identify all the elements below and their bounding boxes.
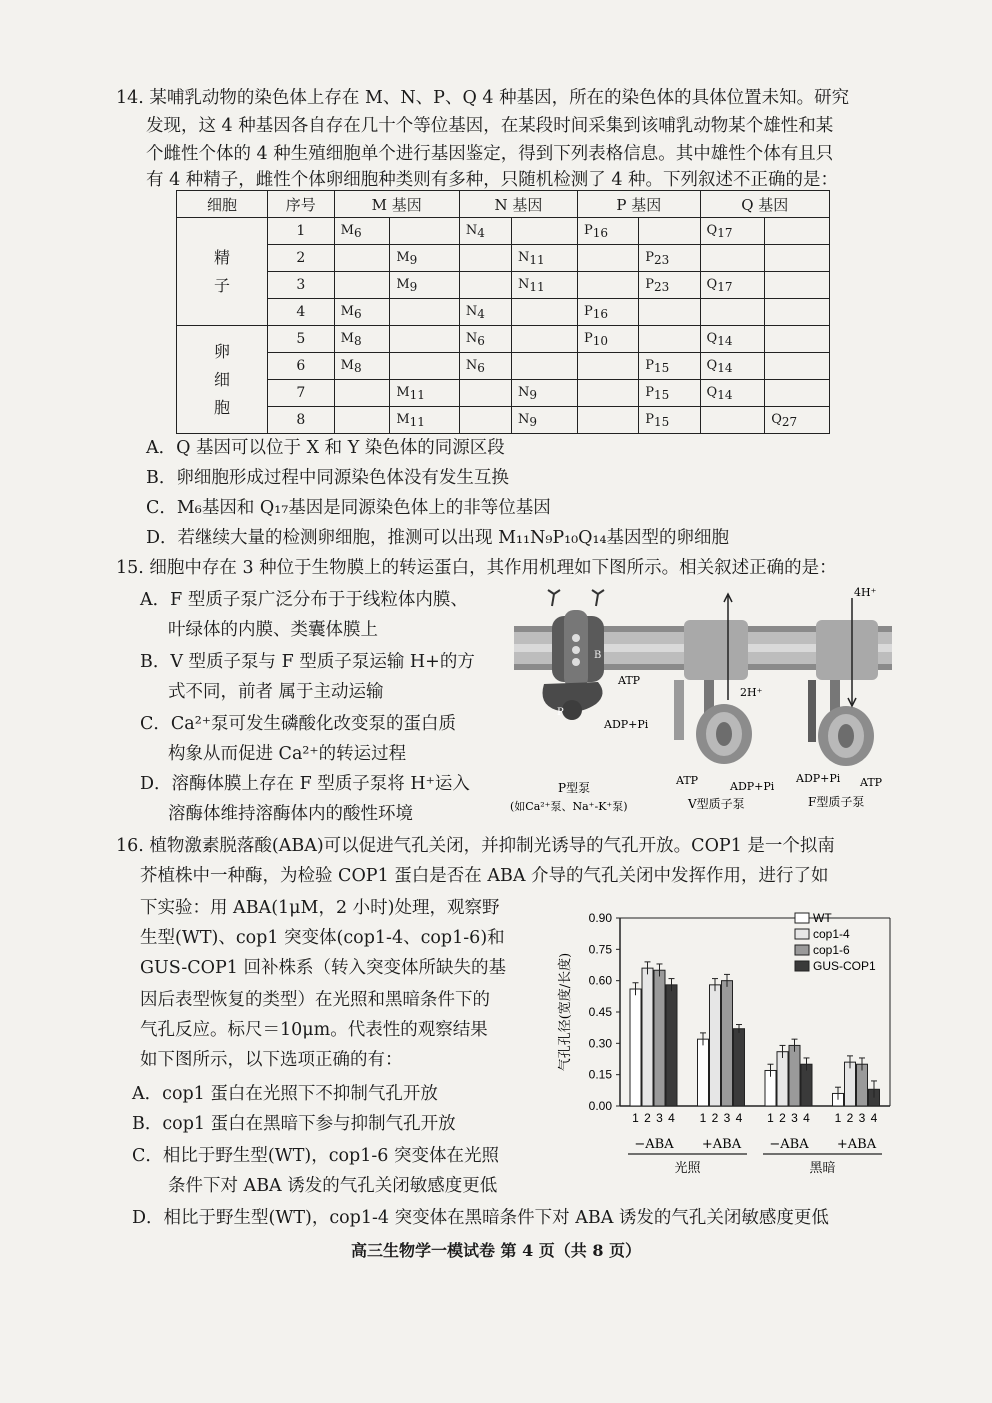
- gene-cell: [639, 218, 700, 245]
- y-tick-label: 0.15: [588, 1067, 612, 1082]
- row-number: 4: [268, 299, 335, 326]
- q16-line-1: 16. 植物激素脱落酸(ABA)可以促进气孔关闭，并抑制光诱导的气孔开放。COP1 是一个拟南: [116, 836, 835, 856]
- bar: [777, 1052, 788, 1106]
- table-row: [177, 407, 830, 434]
- gene-cell: [512, 218, 578, 245]
- x-tick-label: 1: [767, 1111, 774, 1125]
- gene-cell: [578, 272, 639, 299]
- x-tick-label: 1: [632, 1111, 639, 1125]
- gene-table: [176, 190, 830, 434]
- gene-cell: M6: [334, 218, 390, 245]
- gene-cell: Q27: [765, 407, 830, 434]
- q14-option-b: B．卵细胞形成过程中同源染色体没有发生互换: [146, 468, 509, 488]
- gene-cell: [334, 380, 390, 407]
- gene-cell: [765, 272, 830, 299]
- gene-cell: [578, 380, 639, 407]
- gene-cell: M9: [390, 245, 459, 272]
- header-n: N 基因: [459, 191, 577, 218]
- q16-left-line-2: 生型(WT)、cop1 突变体(cop1-4、cop1-6)和: [140, 928, 505, 948]
- gene-cell: P15: [639, 353, 700, 380]
- q16-option-b: B．cop1 蛋白在黑暗下参与抑制气孔开放: [132, 1114, 456, 1134]
- gene-cell: M6: [334, 299, 390, 326]
- row-number: 6: [268, 353, 335, 380]
- condition-label: 光照: [674, 1161, 701, 1176]
- bar: [789, 1045, 800, 1106]
- x-tick-label: 2: [846, 1111, 854, 1125]
- gene-cell: [700, 407, 765, 434]
- gene-cell: [512, 353, 578, 380]
- y-tick-label: 0.45: [588, 1005, 612, 1019]
- gene-cell: M8: [334, 326, 390, 353]
- y-tick-label: 0.60: [588, 973, 612, 988]
- label-adp-p: ADP+Pi: [604, 718, 649, 731]
- y-tick-label: 0.90: [588, 911, 612, 925]
- gene-cell: N6: [459, 326, 511, 353]
- q16-left-line-6: 如下图所示，以下选项正确的有：: [140, 1050, 403, 1070]
- gene-cell: [765, 299, 830, 326]
- condition-label: 黑暗: [809, 1161, 836, 1176]
- gene-cell: N11: [512, 245, 578, 272]
- x-tick-label: 1: [834, 1111, 842, 1125]
- table-row: [177, 218, 830, 245]
- q14-line-2: 发现，这 4 种基因各自存在几十个等位基因，在某段时间采集到该哺乳动物某个雄性和某: [146, 116, 834, 136]
- gene-cell: [390, 353, 459, 380]
- header-num: 序号: [268, 191, 335, 218]
- label-2h: 2H⁺: [740, 686, 763, 699]
- gene-cell: P23: [639, 245, 700, 272]
- group-cell: 卵 细 胞: [177, 326, 268, 434]
- gene-cell: N11: [512, 272, 578, 299]
- gene-cell: N4: [459, 218, 511, 245]
- y-tick-label: 0.75: [588, 942, 612, 957]
- gene-cell: N9: [512, 380, 578, 407]
- legend-swatch: [795, 961, 809, 971]
- x-tick-label: 4: [870, 1111, 878, 1125]
- gene-cell: [700, 245, 765, 272]
- gene-cell: [512, 299, 578, 326]
- label-p: P: [557, 707, 564, 718]
- label-adp-f: ADP+Pi: [796, 772, 841, 785]
- gene-cell: N6: [459, 353, 511, 380]
- table-row: [177, 380, 830, 407]
- x-tick-label: 4: [668, 1111, 675, 1125]
- bar: [642, 968, 653, 1106]
- q15-option-b1: B．V 型质子泵与 F 型质子泵运输 H+的方: [140, 652, 475, 672]
- q15-option-d2: 溶酶体维持溶酶体内的酸性环境: [168, 804, 413, 824]
- row-number: 8: [268, 407, 335, 434]
- q16-option-d: D．相比于野生型(WT)，cop1-4 突变体在黑暗条件下对 ABA 诱发的气孔关闭敏感度更低: [132, 1208, 829, 1228]
- row-number: 1: [268, 218, 335, 245]
- f-type-pump: [795, 586, 883, 789]
- gene-cell: M11: [390, 380, 459, 407]
- gene-cell: [334, 407, 390, 434]
- legend-swatch: [795, 945, 809, 955]
- table-row: [177, 272, 830, 299]
- gene-cell: Q14: [700, 326, 765, 353]
- x-tick-label: 4: [735, 1111, 743, 1125]
- q14-option-c: C．M₆基因和 Q₁₇基因是同源染色体上的非等位基因: [146, 498, 551, 518]
- gene-cell: [578, 353, 639, 380]
- caption-p-pump: P型泵: [558, 781, 591, 795]
- legend-label: GUS-COP1: [813, 959, 876, 973]
- gene-cell: [459, 272, 511, 299]
- q16-line-2: 芥植株中一种酶，为检验 COP1 蛋白是否在 ABA 介导的气孔关闭中发挥作用，进行了如: [140, 866, 829, 886]
- q16-option-c1: C．相比于野生型(WT)，cop1-6 突变体在光照: [132, 1146, 499, 1166]
- label-adp-v: ADP+Pi: [730, 780, 775, 793]
- gene-cell: Q17: [700, 218, 765, 245]
- bar: [698, 1039, 709, 1106]
- group-label: −ABA: [769, 1137, 809, 1152]
- q15-option-c1: C．Ca²⁺泵可发生磷酸化改变泵的蛋白质: [140, 714, 456, 734]
- x-tick-label: 3: [656, 1111, 663, 1125]
- gene-cell: [765, 380, 830, 407]
- x-tick-label: 4: [803, 1111, 810, 1125]
- row-number: 3: [268, 272, 335, 299]
- q15-option-c2: 构象从而促进 Ca²⁺的转运过程: [168, 744, 407, 764]
- caption-v-pump: V型质子泵: [688, 797, 745, 811]
- gene-cell: N4: [459, 299, 511, 326]
- row-number: 5: [268, 326, 335, 353]
- x-tick-label: 2: [644, 1111, 651, 1125]
- gene-cell: [390, 326, 459, 353]
- gene-cell: P15: [639, 380, 700, 407]
- q15-option-b2: 式不同，前者 属于主动运输: [168, 682, 384, 702]
- header-m: M 基因: [334, 191, 459, 218]
- x-tick-label: 3: [858, 1111, 866, 1125]
- y-tick-label: 0.30: [588, 1036, 612, 1051]
- header-p: P 基因: [578, 191, 701, 218]
- group-label: −ABA: [634, 1137, 674, 1152]
- gene-cell: P23: [639, 272, 700, 299]
- table-header-row: [177, 191, 830, 218]
- gene-cell: [390, 299, 459, 326]
- q16-option-c2: 条件下对 ABA 诱发的气孔关闭敏感度更低: [168, 1176, 498, 1196]
- legend-swatch: [795, 913, 809, 923]
- q15-option-a1: A．F 型质子泵广泛分布于于线粒体内膜、: [140, 590, 468, 610]
- bar: [654, 970, 665, 1106]
- bar: [845, 1062, 856, 1106]
- q16-option-a: A．cop1 蛋白在光照下不抑制气孔开放: [132, 1084, 438, 1104]
- q15-option-a2: 叶绿体的内膜、类囊体膜上: [168, 620, 378, 640]
- q14-line-4: 有 4 种精子，雌性个体卵细胞种类则有多种，只随机检测了 4 种。下列叙述不正确的是：: [146, 170, 839, 190]
- gene-cell: [459, 380, 511, 407]
- q15-stem: 15. 细胞中存在 3 种位于生物膜上的转运蛋白，其作用机理如下图所示。相关叙述正确的是：: [116, 558, 837, 578]
- row-number: 2: [268, 245, 335, 272]
- q14-line-3: 个雌性个体的 4 种生殖细胞单个进行基因鉴定，得到下列表格信息。其中雄性个体有且只: [146, 144, 834, 164]
- gene-cell: [390, 218, 459, 245]
- gene-cell: [459, 245, 511, 272]
- q16-left-line-5: 气孔反应。标尺＝10μm。代表性的观察结果: [140, 1020, 488, 1040]
- table-row: [177, 245, 830, 272]
- gene-cell: P15: [639, 407, 700, 434]
- page-footer: 高三生物学一模试卷 第 4 页（共 8 页）: [350, 1241, 642, 1260]
- label-atp-v: ATP: [676, 774, 699, 787]
- gene-cell: [512, 326, 578, 353]
- legend-label: WT: [813, 911, 832, 925]
- gene-cell: [765, 245, 830, 272]
- label-4h: 4H⁺: [854, 586, 877, 599]
- bar: [722, 981, 733, 1106]
- caption-p-pump-sub: (如Ca²⁺泵、Na⁺-K⁺泵): [510, 800, 628, 813]
- header-cell: 细胞: [177, 191, 268, 218]
- gene-cell: [578, 407, 639, 434]
- gene-cell: [334, 245, 390, 272]
- q16-left-line-4: 因后表型恢复的类型）在光照和黑暗条件下的: [140, 990, 490, 1010]
- transport-protein-diagram: [508, 584, 893, 816]
- group-cell: 精 子: [177, 218, 268, 326]
- gene-cell: P16: [578, 299, 639, 326]
- gene-cell: [578, 245, 639, 272]
- gene-cell: Q17: [700, 272, 765, 299]
- gene-cell: [639, 326, 700, 353]
- bar: [710, 985, 721, 1106]
- caption-f-pump: F型质子泵: [808, 795, 865, 809]
- legend-label: cop1-6: [813, 943, 850, 957]
- header-q: Q 基因: [700, 191, 829, 218]
- gene-cell: [334, 272, 390, 299]
- legend-swatch: [795, 929, 809, 939]
- gene-cell: N9: [512, 407, 578, 434]
- q16-left-line-3: GUS-COP1 回补株系（转入突变体所缺失的基: [140, 958, 506, 978]
- gene-cell: [765, 326, 830, 353]
- gene-cell: [639, 299, 700, 326]
- gene-cell: M8: [334, 353, 390, 380]
- y-axis-label: 气孔孔径(宽度/长度): [558, 952, 573, 1072]
- row-number: 7: [268, 380, 335, 407]
- q16-left-line-1: 下实验：用 ABA(1μM，2 小时)处理，观察野: [140, 898, 500, 918]
- group-label: +ABA: [701, 1137, 742, 1152]
- q14-option-a: A．Q 基因可以位于 X 和 Y 染色体的同源区段: [146, 438, 505, 458]
- gene-cell: [765, 353, 830, 380]
- label-atp-p: ATP: [618, 674, 641, 687]
- x-tick-label: 2: [711, 1111, 719, 1125]
- table-row: [177, 326, 830, 353]
- gene-cell: M11: [390, 407, 459, 434]
- gene-cell: P10: [578, 326, 639, 353]
- stomata-bar-chart: [555, 906, 895, 1186]
- bar: [630, 989, 641, 1106]
- x-tick-label: 3: [791, 1111, 798, 1125]
- table-row: [177, 299, 830, 326]
- gene-cell: [700, 299, 765, 326]
- label-atp-f: ATP: [860, 776, 883, 789]
- v-type-pump: [674, 594, 775, 793]
- legend-label: cop1-4: [813, 927, 850, 941]
- gene-cell: Q14: [700, 380, 765, 407]
- x-tick-label: 3: [723, 1111, 731, 1125]
- x-tick-label: 1: [699, 1111, 707, 1125]
- gene-cell: [765, 218, 830, 245]
- gene-cell: Q14: [700, 353, 765, 380]
- bar: [734, 1029, 745, 1106]
- bar: [666, 985, 677, 1106]
- label-b: B: [594, 650, 602, 661]
- table-row: [177, 353, 830, 380]
- group-label: +ABA: [836, 1137, 877, 1152]
- gene-cell: M9: [390, 272, 459, 299]
- gene-cell: [459, 407, 511, 434]
- y-tick-label: 0.00: [588, 1099, 612, 1113]
- gene-cell: P16: [578, 218, 639, 245]
- q14-line-1: 14. 某哺乳动物的染色体上存在 M、N、P、Q 4 种基因，所在的染色体的具体位置未知。研究: [116, 88, 850, 108]
- x-tick-label: 2: [779, 1111, 786, 1125]
- q15-option-d1: D．溶酶体膜上存在 F 型质子泵将 H⁺运入: [140, 774, 470, 794]
- q14-option-d: D．若继续大量的检测卵细胞，推测可以出现 M₁₁N₉P₁₀Q₁₄基因型的卵细胞: [146, 528, 730, 548]
